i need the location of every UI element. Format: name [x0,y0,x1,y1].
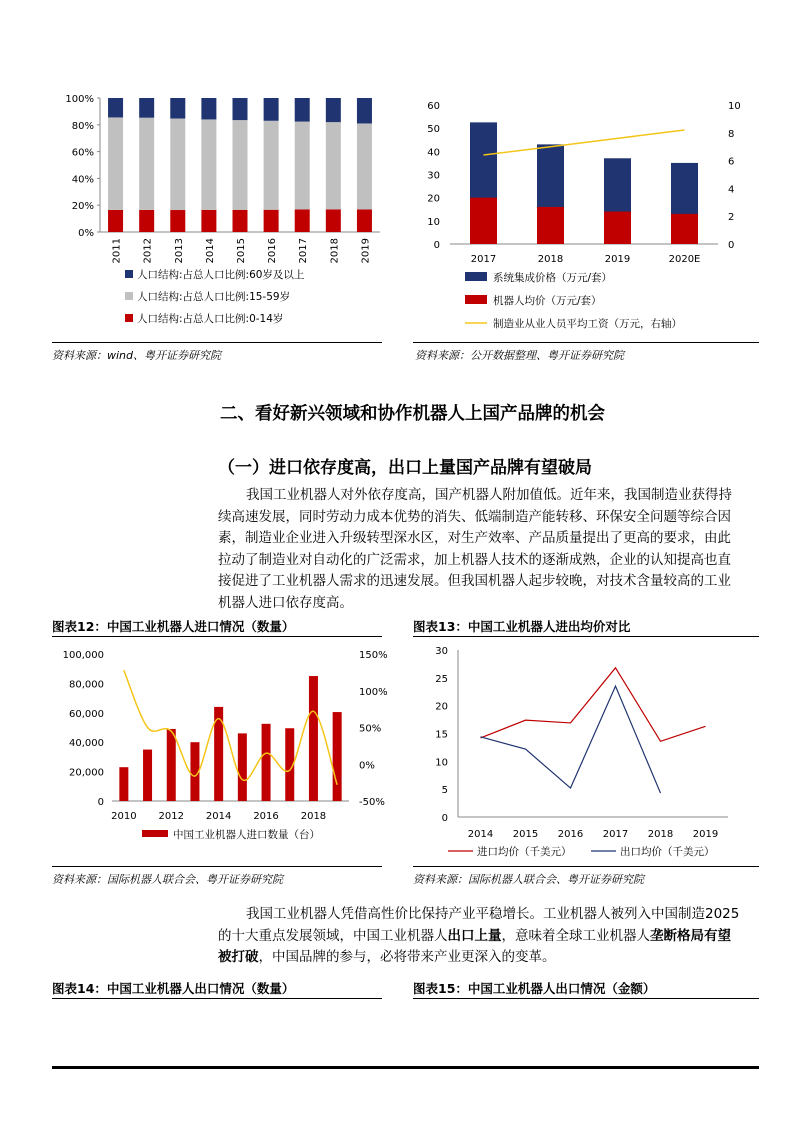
y2-tick-label: 50% [359,723,382,735]
y-tick-label: 100% [65,94,94,105]
stacked-bar-segment [170,119,185,211]
x-tick-label: 2013 [173,238,185,264]
legend-label: 中国工业机器人进口数量（台） [173,829,320,841]
y-tick-label: 50 [427,124,440,136]
legend-swatch [125,270,133,278]
y2-tick-label: 2 [728,212,735,224]
stacked-bar-segment [139,210,154,232]
stacked-bar-segment [233,120,248,210]
paragraph-line [218,947,759,969]
x-tick-label: 2018 [647,829,674,840]
text-run: ，中国品牌的参与，必将带来产业更深入的变革。 [258,949,556,965]
x-tick-label: 2017 [470,254,497,265]
x-tick-label: 2018 [537,254,564,265]
robot-import-chart [52,642,392,862]
y2-tick-label: -50% [359,797,385,808]
page-footer-rule [52,1066,759,1069]
text-bold: 被打破 [218,949,259,965]
divider [52,342,382,343]
legend-swatch [465,272,487,281]
x-tick-label: 2018 [329,238,341,264]
stacked-bar-segment [295,98,310,122]
price-line [481,686,661,793]
stacked-bar-segment [357,98,372,123]
price-line [481,668,706,741]
section-heading: 二、看好新兴领域和协作机器人上国产品牌的机会 [220,404,605,424]
x-tick-label: 2019 [604,254,631,265]
y-tick-label: 40 [427,147,440,159]
y-tick-label: 30 [427,170,440,182]
paragraph-line: 机器人进口依存度高。 [218,594,353,611]
y-tick-label: 60% [71,147,94,159]
stacked-bar-segment [108,117,123,209]
stacked-bar-segment [233,98,248,120]
y-tick-label: 10 [435,757,448,769]
divider [413,866,759,867]
paragraph-line: 素，制造业企业进入升级转型深水区，对生产效率、产品质量提出了更高的要求，由此 [218,530,731,546]
y-tick-label: 0 [97,797,104,808]
source-note: 资料来源：国际机器人联合会、粤开证券研究院 [413,873,644,886]
paragraph-line: 接促进了工业机器人需求的迅速发展。但我国机器人起步较晚，对技术含量较高的工业 [218,573,731,589]
y-tick-label: 20,000 [69,767,104,779]
x-tick-label: 2014 [205,811,232,822]
bar-robot-price [537,207,564,244]
y-tick-label: 20 [427,193,440,205]
legend-swatch [125,292,133,300]
stacked-bar-segment [264,121,279,210]
source-note: 资料来源：wind、粤开证券研究院 [52,349,222,362]
y-tick-label: 80,000 [69,679,104,691]
y-tick-label: 30 [435,646,448,657]
import-bar [262,724,271,801]
legend-label: 出口均价（千美元） [620,846,715,858]
bar-robot-price [671,214,698,244]
stacked-bar-segment [170,210,185,232]
paragraph-line: 我国工业机器人凭借高性价比保持产业平稳增长。工业机器人被列入中国制造2025 [246,906,740,922]
y2-tick-label: 4 [728,184,735,196]
divider [52,866,382,867]
legend-swatch [142,830,168,837]
import-bar [309,676,318,801]
stacked-bar-segment [326,122,341,209]
bar-robot-price [470,198,497,244]
divider [52,998,382,999]
y-tick-label: 60,000 [69,708,104,720]
stacked-bar-segment [170,98,185,119]
y2-tick-label: 150% [359,650,388,661]
stacked-bar-segment [201,98,216,119]
x-tick-label: 2012 [158,811,184,822]
legend-label: 人口结构:占总人口比例:60岁及以上 [137,269,305,281]
legend-label: 机器人均价（万元/套） [493,295,602,307]
x-tick-label: 2018 [300,811,327,822]
x-tick-label: 2011 [111,238,123,264]
paragraph-line [218,926,759,948]
y2-tick-label: 10 [728,101,741,112]
x-tick-label: 2015 [512,829,539,840]
text-bold: 出口上量 [447,927,502,944]
y2-tick-label: 8 [728,128,735,140]
x-tick-label: 2016 [557,829,584,840]
legend-label: 系统集成价格（万元/套） [493,272,613,284]
y-tick-label: 100,000 [62,650,104,661]
stacked-bar-segment [139,118,154,210]
figure-title: 图表15：中国工业机器人出口情况（金额） [413,981,656,996]
y-tick-label: 0 [441,813,448,824]
paragraph-line: 拉动了制造业对自动化的广泛需求，加上机器人技术的逐渐成熟，企业的认知提高也直 [218,551,731,568]
y-tick-label: 80% [71,120,94,132]
price-wage-chart [415,90,765,340]
x-tick-label: 2010 [111,811,137,822]
subsection-heading: （一）进口依存度高，出口上量国产品牌有望破局 [218,458,592,478]
source-note: 资料来源：公开数据整理、粤开证券研究院 [415,349,624,362]
x-tick-label: 2020E [668,254,701,265]
stacked-bar-segment [264,210,279,232]
legend-label: 人口结构:占总人口比例:0-14岁 [137,313,284,325]
paragraph-line: 我国工业机器人对外依存度高，国产机器人附加值低。近年来，我国制造业获得持 [246,487,732,503]
stacked-bar-segment [233,210,248,232]
text-bold: 垄断格局有望 [650,927,731,944]
import-bar [167,729,176,801]
x-tick-label: 2015 [236,238,247,264]
y2-tick-label: 6 [728,156,735,168]
stacked-bar-segment [108,210,123,232]
y2-tick-label: 0 [728,240,735,251]
y-tick-label: 5 [441,785,448,797]
y-tick-label: 20% [71,201,94,213]
figure-title: 图表13：中国工业机器人进出均价对比 [413,619,631,634]
y-tick-label: 40% [71,174,94,186]
stacked-bar-segment [326,98,341,122]
x-tick-label: 2017 [602,829,629,840]
figure-title: 图表14：中国工业机器人出口情况（数量） [52,981,295,996]
robot-price-chart [413,642,763,862]
x-tick-label: 2016 [253,811,279,822]
x-tick-label: 2014 [467,829,494,840]
bar-robot-price [604,212,631,244]
y-tick-label: 20 [435,701,448,713]
text-run: ，意味着全球工业机器人 [501,927,650,944]
stacked-bar-segment [201,119,216,209]
figure-title: 图表12：中国工业机器人进口情况（数量） [52,619,295,634]
import-bar [119,767,128,801]
y2-tick-label: 0% [359,760,375,772]
source-note: 资料来源：国际机器人联合会、粤开证券研究院 [52,873,283,886]
divider [52,636,382,637]
stacked-bar-segment [295,122,310,210]
y-tick-label: 0 [433,240,440,251]
stacked-bar-segment [139,98,154,118]
wage-line [484,130,685,155]
y2-tick-label: 100% [359,686,388,698]
population-structure-chart [55,90,385,340]
growth-line [124,670,337,785]
stacked-bar-segment [201,210,216,232]
legend-swatch [125,314,133,322]
stacked-bar-segment [357,209,372,232]
stacked-bar-segment [357,123,372,209]
divider [413,998,759,999]
y-tick-label: 15 [435,729,448,741]
x-tick-label: 2014 [204,238,216,264]
legend-label: 进口均价（千美元） [477,846,572,858]
y-tick-label: 25 [435,673,448,685]
import-bar [143,750,152,801]
x-tick-label: 2017 [298,238,310,264]
y-tick-label: 10 [427,216,440,228]
divider [413,636,759,637]
paragraph [218,904,759,969]
import-bar [238,733,247,801]
x-tick-label: 2019 [360,238,372,264]
text-run: 的十大重点发展领域，中国工业机器人 [218,927,448,944]
legend-label: 人口结构:占总人口比例:15-59岁 [137,291,291,303]
divider [413,342,759,343]
x-tick-label: 2016 [267,238,279,264]
x-tick-label: 2019 [692,829,719,840]
stacked-bar-segment [295,209,310,232]
stacked-bar-segment [326,209,341,232]
paragraph-line: 续高速发展，同时劳动力成本优势的消失、低端制造产能转移、环保安全问题等综合因 [218,508,731,525]
stacked-bar-segment [108,98,123,117]
y-tick-label: 60 [427,101,440,112]
y-tick-label: 40,000 [69,738,104,750]
legend-swatch [465,295,487,304]
legend-label: 制造业从业人员平均工资（万元，右轴） [493,318,682,330]
y-tick-label: 0% [78,228,94,239]
stacked-bar-segment [264,98,279,121]
paragraph [218,485,759,614]
import-bar [333,712,342,801]
x-tick-label: 2012 [142,238,154,264]
